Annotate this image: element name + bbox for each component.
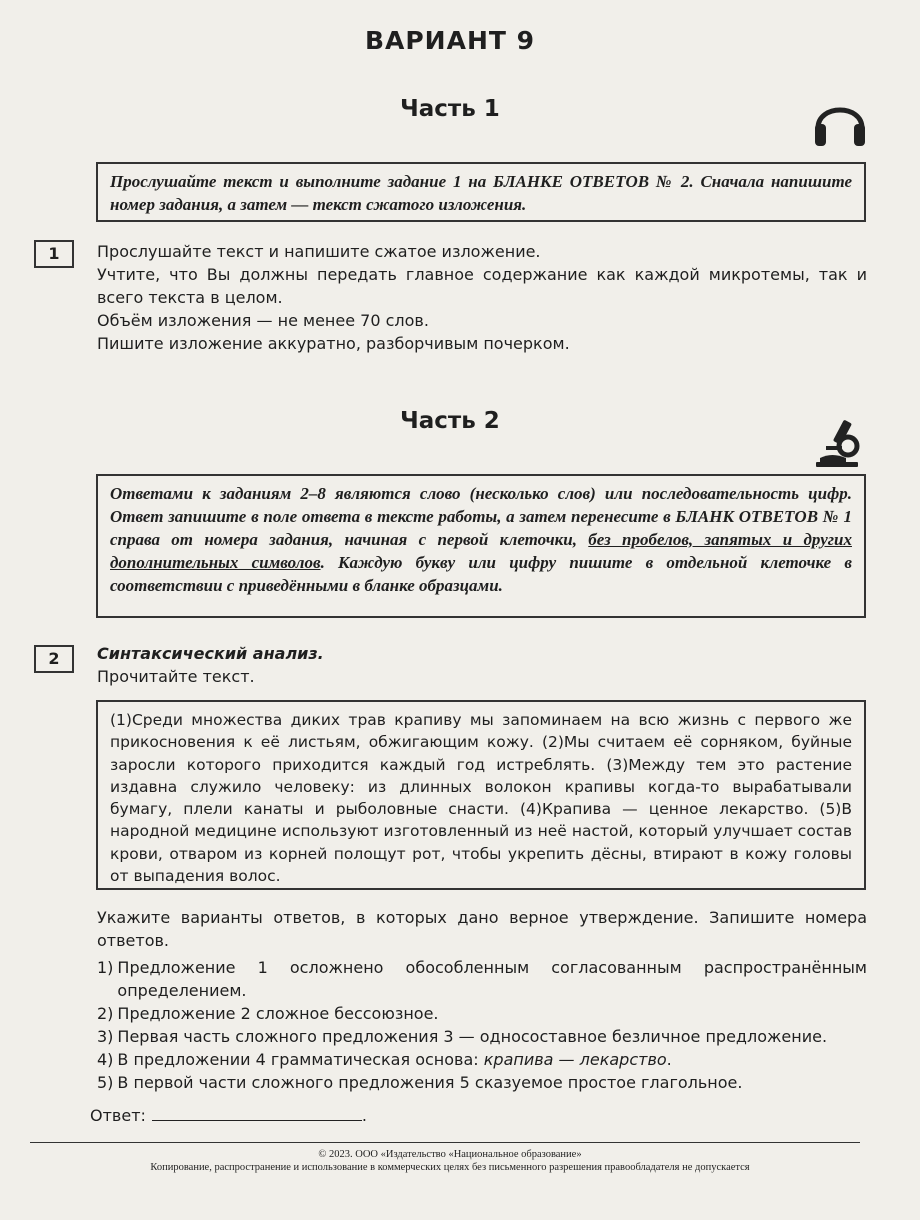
footer-notice: Копирование, распространение и использование в коммерческих целях без письменного разрешения правообладателя не допускается: [150, 1162, 750, 1173]
task2-question: Укажите варианты ответов, в которых дано верное утверждение. Запишите номера ответов.: [97, 908, 867, 950]
headphones-icon: [812, 92, 868, 150]
answer-option: 3) Первая часть сложного предложения 3 — односоставное безличное предложение.: [97, 1027, 828, 1046]
task1-number-box: 1: [34, 240, 74, 268]
part1-heading: Часть 1: [400, 96, 500, 122]
part2-heading: Часть 2: [400, 408, 500, 434]
part2-instruction-text: Ответами к заданиям 2–8 являются слово (несколько слов) или последовательность цифр. Ответ запишите в поле ответа в тексте работы, а затем перенесите в БЛАНК ОТВЕТОВ № 1 справа от номера задания, начиная с первой клеточки,: [110, 484, 852, 549]
task2-number-box: 2: [34, 645, 74, 673]
answer-option: 5) В первой части сложного предложения 5 сказуемое простое глагольное.: [97, 1073, 743, 1092]
part2-instruction-underlined: без пробелов, запятых и других дополнительных символов: [110, 530, 852, 572]
page-title: ВАРИАНТ 9: [364, 26, 536, 55]
microscope-icon: [812, 418, 866, 468]
footer-copyright: © 2023. ООО «Издательство «Национальное образование»: [318, 1149, 582, 1160]
grammatical-basis: крапива — лекарство: [483, 1050, 667, 1069]
footer-divider: [30, 1142, 860, 1143]
task1-line: Объём изложения — не менее 70 слов.: [97, 311, 429, 330]
answer-option: 2) Предложение 2 сложное бессоюзное.: [97, 1004, 439, 1023]
reading-text: (1)Среди множества диких трав крапиву мы запоминаем на всю жизнь с первого же прикосновения к её листьям, обжигающим кожу. (2)Мы считаем её сорняком, буйные заросли которого приходится каждый год истреблять. (3)Между тем это растение издавна служило человеку: из длинных волокон крапивы когда-то вырабатывали бумагу, плели канаты и рыболовные снасти. (4)Крапива — ценное лекарство. (5)В народной медицине используют изготовленный из неё настой, который улучшает состав крови, отваром из корней полощут рот, чтобы укрепить дёсны, втирают в кожу головы от выпадения волос.: [110, 711, 852, 886]
part1-instruction-text: Прослушайте текст и выполните задание 1 на БЛАНКЕ ОТВЕТОВ № 2. Сначала напишите номер задания, а затем — текст сжатого изложения.: [110, 172, 852, 214]
answer-option: 4) В предложении 4 грамматическая основа: крапива — лекарство.: [97, 1050, 672, 1069]
answer-field[interactable]: [152, 1104, 362, 1121]
task1-line: Пишите изложение аккуратно, разборчивым почерком.: [97, 334, 570, 353]
task2-subtitle: Синтаксический анализ.: [97, 644, 324, 663]
task2-prompt: Прочитайте текст.: [97, 667, 255, 686]
part2-instruction-text-end: . Каждую букву или цифру пишите в отдельной клеточке в соответствии с приведёнными в бланке образцами.: [110, 553, 852, 595]
task1-body: [97, 240, 867, 355]
answer-options-list: [97, 956, 867, 1094]
part2-instruction-box: [96, 474, 866, 618]
answer-label: Ответ:: [90, 1106, 146, 1125]
footer: [0, 1148, 900, 1174]
reading-text-box: [96, 700, 866, 890]
answer-row: Ответ: .: [90, 1106, 367, 1125]
task1-line: Прослушайте текст и напишите сжатое изложение.: [97, 242, 541, 261]
task1-line: Учтите, что Вы должны передать главное содержание как каждой микротемы, так и всего текста в целом.: [97, 265, 867, 307]
task2-header: [97, 642, 867, 688]
part1-instruction-box: [96, 162, 866, 222]
answer-option: 1) Предложение 1 осложнено обособленным согласованным распространённым определением.: [97, 958, 867, 1000]
